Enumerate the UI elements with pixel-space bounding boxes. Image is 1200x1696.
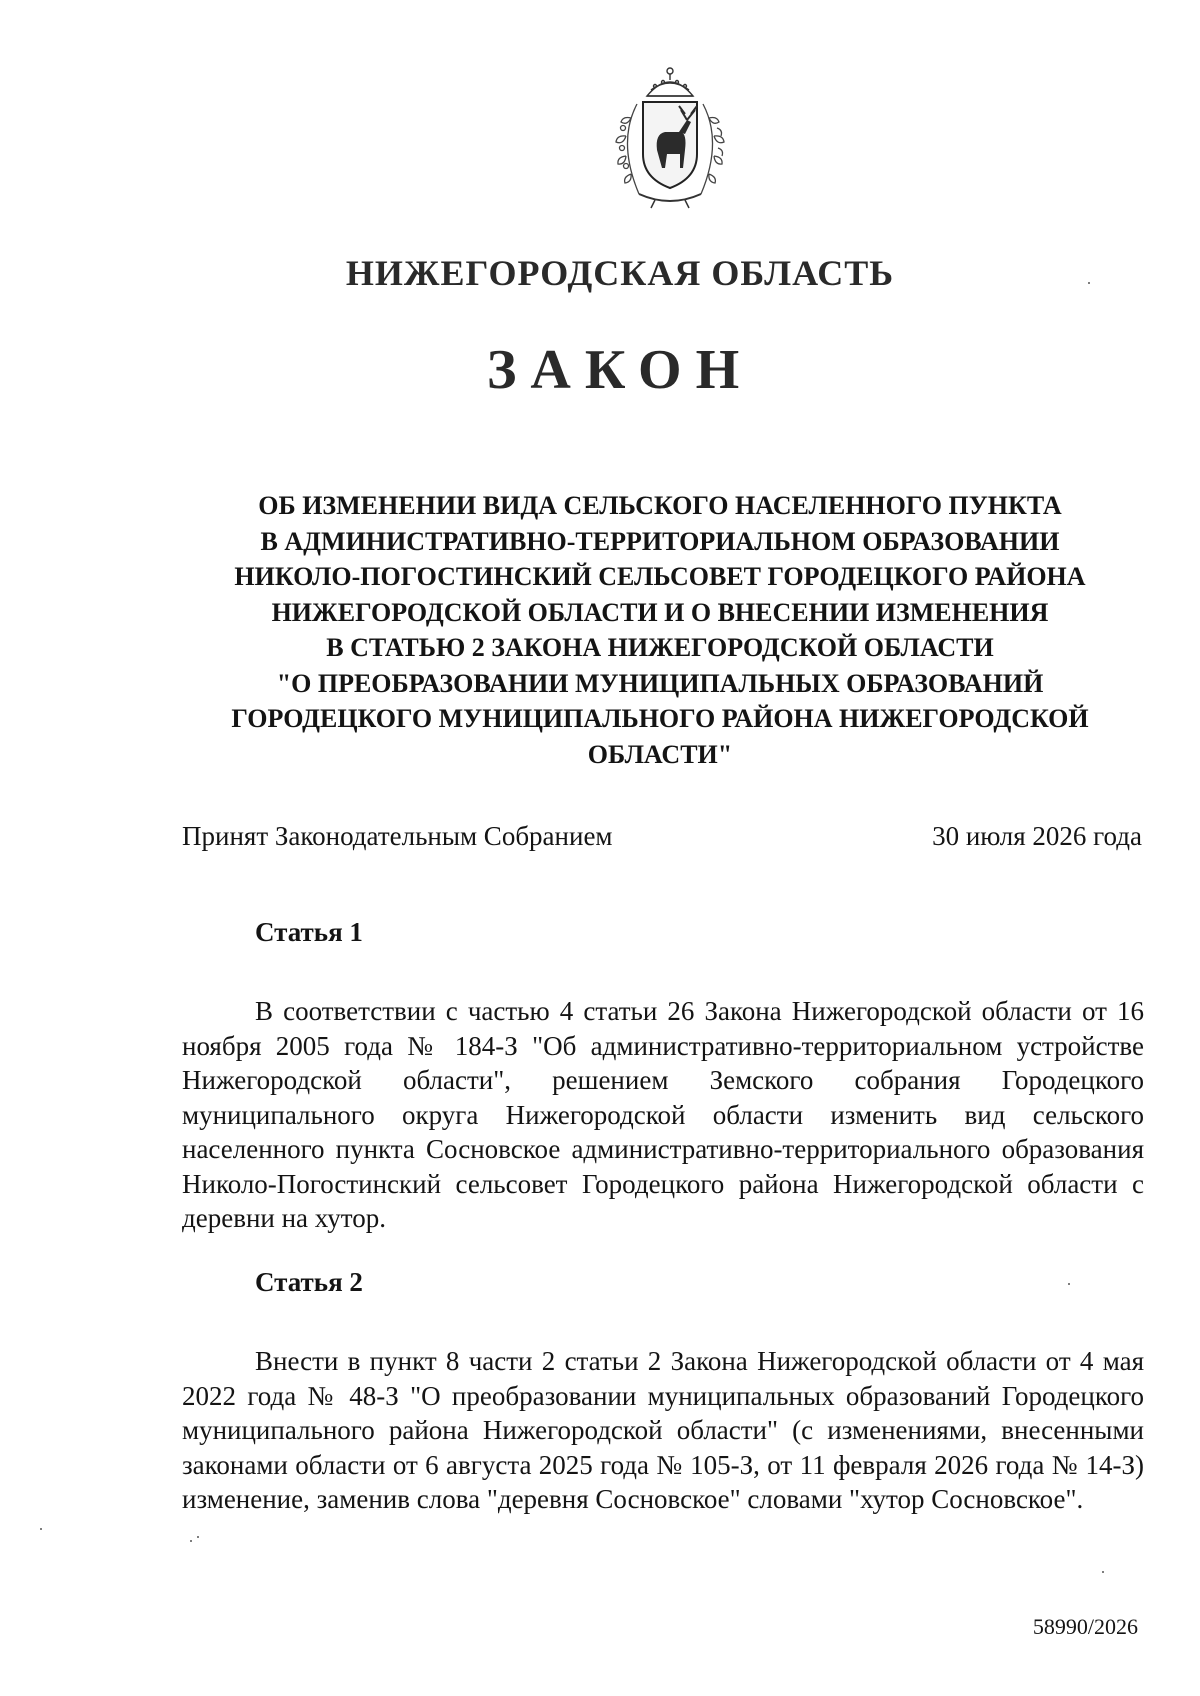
adopted-by: Принят Законодательным Собранием <box>182 821 613 851</box>
law-heading-line: ГОРОДЕЦКОГО МУНИЦИПАЛЬНОГО РАЙОНА НИЖЕГОРОДСКОЙ <box>231 704 1089 733</box>
document-number: 58990/2026 <box>1032 1614 1138 1639</box>
law-heading <box>180 488 1140 772</box>
article-1-text: В соответствии с частью 4 статьи 26 Закона Нижегородской области от 16 ноября 2005 года № 184-З "Об административно-территориальном устройстве Нижегородской области", решением Земского собрания Городецкого муниципального округа Нижегородской области изменить вид сельского населенного пункта Сосновское административно-территориального образования Николо-Погостинский сельсовет Городецкого района Нижегородской области с деревни на хутор. <box>182 996 1144 1233</box>
scan-speck <box>1068 1283 1070 1285</box>
law-heading-line: В СТАТЬЮ 2 ЗАКОНА НИЖЕГОРОДСКОЙ ОБЛАСТИ <box>326 633 994 662</box>
scan-speck <box>197 1536 199 1538</box>
law-heading-line: "О ПРЕОБРАЗОВАНИИ МУНИЦИПАЛЬНЫХ ОБРАЗОВАНИЙ <box>276 668 1044 698</box>
region-title: НИЖЕГОРОДСКАЯ ОБЛАСТЬ <box>345 253 895 293</box>
adoption-row <box>182 821 1142 852</box>
scan-speck <box>1102 1571 1104 1573</box>
scan-speck <box>190 1540 192 1542</box>
coat-of-arms-icon <box>595 62 745 212</box>
adoption-date: 30 июля 2026 года <box>932 821 1142 851</box>
law-heading-line: ОБ ИЗМЕНЕНИИ ВИДА СЕЛЬСКОГО НАСЕЛЕННОГО ПУНКТА <box>258 491 1062 520</box>
article-2-title: Статья 2 <box>255 1267 363 1297</box>
law-heading-line: НИКОЛО-ПОГОСТИНСКИЙ СЕЛЬСОВЕТ ГОРОДЕЦКОГО РАЙОНА <box>234 562 1086 591</box>
article-1-title: Статья 1 <box>255 917 363 947</box>
article-2-text: Внести в пункт 8 части 2 статьи 2 Закона Нижегородской области от 4 мая 2022 года № 48-З "О преобразовании муниципальных образований Городецкого муниципального района Нижегородской области" (с изменениями, внесенными законами области от 6 августа 2025 года № 105-З, от 11 февраля 2026 года № 14-З) изменение, заменив слова "деревня Сосновское" словами "хутор Сосновское". <box>182 1346 1144 1514</box>
scan-speck <box>40 1528 42 1530</box>
law-heading-line: ОБЛАСТИ" <box>587 739 733 769</box>
law-heading-line: В АДМИНИСТРАТИВНО-ТЕРРИТОРИАЛЬНОМ ОБРАЗОВАНИИ <box>260 526 1060 556</box>
scan-speck <box>1088 282 1090 284</box>
document-type-title: ЗАКОН <box>486 339 754 401</box>
law-heading-line: НИЖЕГОРОДСКОЙ ОБЛАСТИ И О ВНЕСЕНИИ ИЗМЕНЕНИЯ <box>271 597 1049 627</box>
